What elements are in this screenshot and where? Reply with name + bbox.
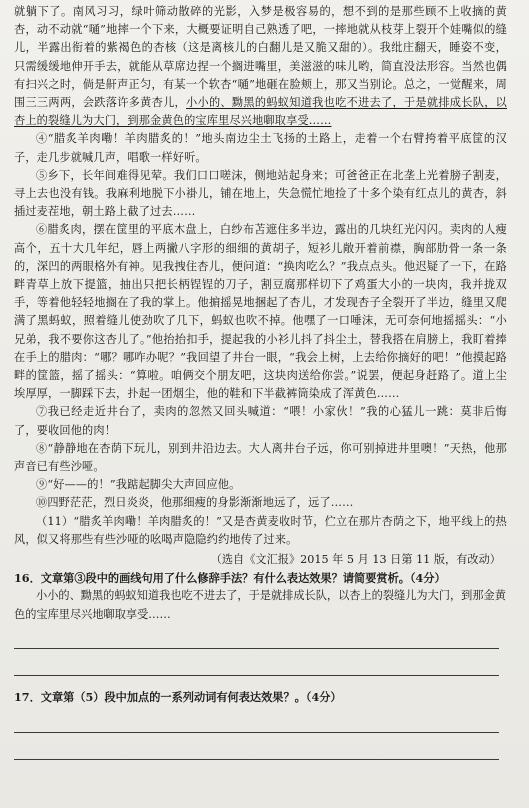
passage-paragraph-4: ④“腊炙羊肉嘞！羊肉腊炙的！”地头南边尘土飞扬的土路上，走着一个右臂挎着平底筐的汉子，走几步就喊几声，唱歌一样好听。 xyxy=(14,132,507,164)
passage-paragraph-8: ⑧“静静地在杏荫下玩儿，别到井沿边去。大人离井台子远，你可别掉进井里噢！”天热，他那声音已有些沙哑。 xyxy=(14,441,507,474)
answer-space xyxy=(14,649,507,675)
question-17-stem: 17．文章第（5）段中加点的一系列动词有何表达效果？。（4分） xyxy=(14,689,342,704)
passage-paragraph-7: ⑦我已经走近井台了，卖肉的忽然又回头喊道：“喂！小家伙！”我的心猛儿一跳：莫非后悔了，要收回他的肉！ xyxy=(14,405,507,437)
underlined-sentence: 小小的、黝黑的蚂蚁知道我也吃不进去了，于是就排成长队，以杏上的裂缝儿为大门，到那金黄色的宝库里尽兴地啣取享受…… xyxy=(14,96,507,128)
answer-space xyxy=(14,733,507,759)
passage-paragraph-3 xyxy=(14,3,507,130)
question-16-stem: 16．文章第③段中的画线句用了什么修辞手法？有什么表达效果？请简要赏析。（4分） xyxy=(14,571,446,586)
passage-paragraph-9: ⑨“好——的！”我踮起脚尖大声回应他。 xyxy=(36,478,241,492)
source-citation: （选自《文汇报》2015 年 5 月 13 日第 11 版，有改动） xyxy=(210,553,501,567)
passage-paragraph-3-text: 就躺下了。南风习习，绿叶筛动散碎的光影，入梦是极容易的，想不到的是那些顾不上收摘的黄杏，动不动就“嗵”地摔一个下来，大概要证明自己熟透了吧，一摔地就从枝芽上裂开个娃嘴似的缝儿，半露出衔着的紫褐色的杏核（这是离核儿的白翻儿是又脆又甜的）。我纰庄翻天，睡姿不变，只需缓缓地伸开手去，就能从草席边捏一个搁进嘴里，美滋滋的味儿哟，简直没法形容。当然也偶有扫兴之时，倘是鼾声正匀，有某一个软杏“嗵”地砸在脸颊上，那又当别论。总之，一觉醒来，周围三三两两，会跌落许多黄杏儿， xyxy=(14,5,507,110)
answer-space xyxy=(14,706,507,732)
passage-paragraph-10: ⑩四野茫茫，烈日炎炎，他那细瘦的身影渐渐地远了，远了…… xyxy=(36,496,354,510)
answer-line-17-2[interactable] xyxy=(14,759,499,760)
passage-paragraph-6: ⑥腊炙肉，摆在筐里的平底木盘上，白纱布苫遮住多半边，露出的几块红光闪闪。卖肉的人瘦高个，五十大几年纪，唇上两撇八字形的细细的黄胡子，短衫儿敞开着前襟，胸部肋骨一条一条的，深凹的两眼格外有神。见我拽住杏儿，便问道：“换肉吃么？”我点点头。他迟疑了一下，在路畔青草上放下提篮，抽出只把长柄锃锃的刀子，割豆腐那样切下了鸡蛋大小的一块肉，我并拢双手，等着他轻轻地搁在了我的掌上。他掮摇晃地捆起了杏儿，才发现杏子全裂开了半边，缝里又爬满了黑蚂蚁，照着缝儿使劲吹了几下，蚂蚁也吹不掉。他嘿了一口唾沫，无可奈何地摇摇头：“小兄弟，我不要你这杏儿了。”他抬抬扣手，提起我的小衫儿抖了抖尘土，替我搭在肩膀上，我盯着捧在手上的腊肉：“哪？哪咋办呢？”我回望了井台一眼，“我会上树，上去给你摘好的吧！”他摸起路畔的筐篮，摇了摇头：“算啦。咱俩交个朋友吧，这块肉送给你尝。”说罢，便起身赶路了。道上尘埃厚厚，一脚踩下去，扑起一团烟尘，他的鞋和下半截裤筒染成了浑黄色…… xyxy=(14,223,507,401)
passage-paragraph-11: （11）“腊炙羊肉嘞！羊肉腊炙的！”又是杏黄麦收时节，伫立在那片杏荫之下，地平线上的热风，似又将那些有些沙哑的吆喝声隐隐约约地传了过来。 xyxy=(14,514,507,546)
answer-space xyxy=(14,624,507,648)
question-16-quote: 小小的、黝黑的蚂蚁知道我也吃不进去了，于是就排成长队，以杏上的裂缝儿为大门，到那金黄色的宝库里尽兴地啣取享受…… xyxy=(14,589,506,621)
passage-paragraph-5: ⑤乡下，长年间难得见荤。我们口口嗟沫，侧地站起身来；可爸爸正在北垄上光着膀子割麦，寻上去也没有钱。我麻利地脱下小褂儿，铺在地上，失急慌忙地捡了十多个染有红点儿的黄杏，斜插过麦茬地，朝土路上截了过去…… xyxy=(14,168,507,219)
